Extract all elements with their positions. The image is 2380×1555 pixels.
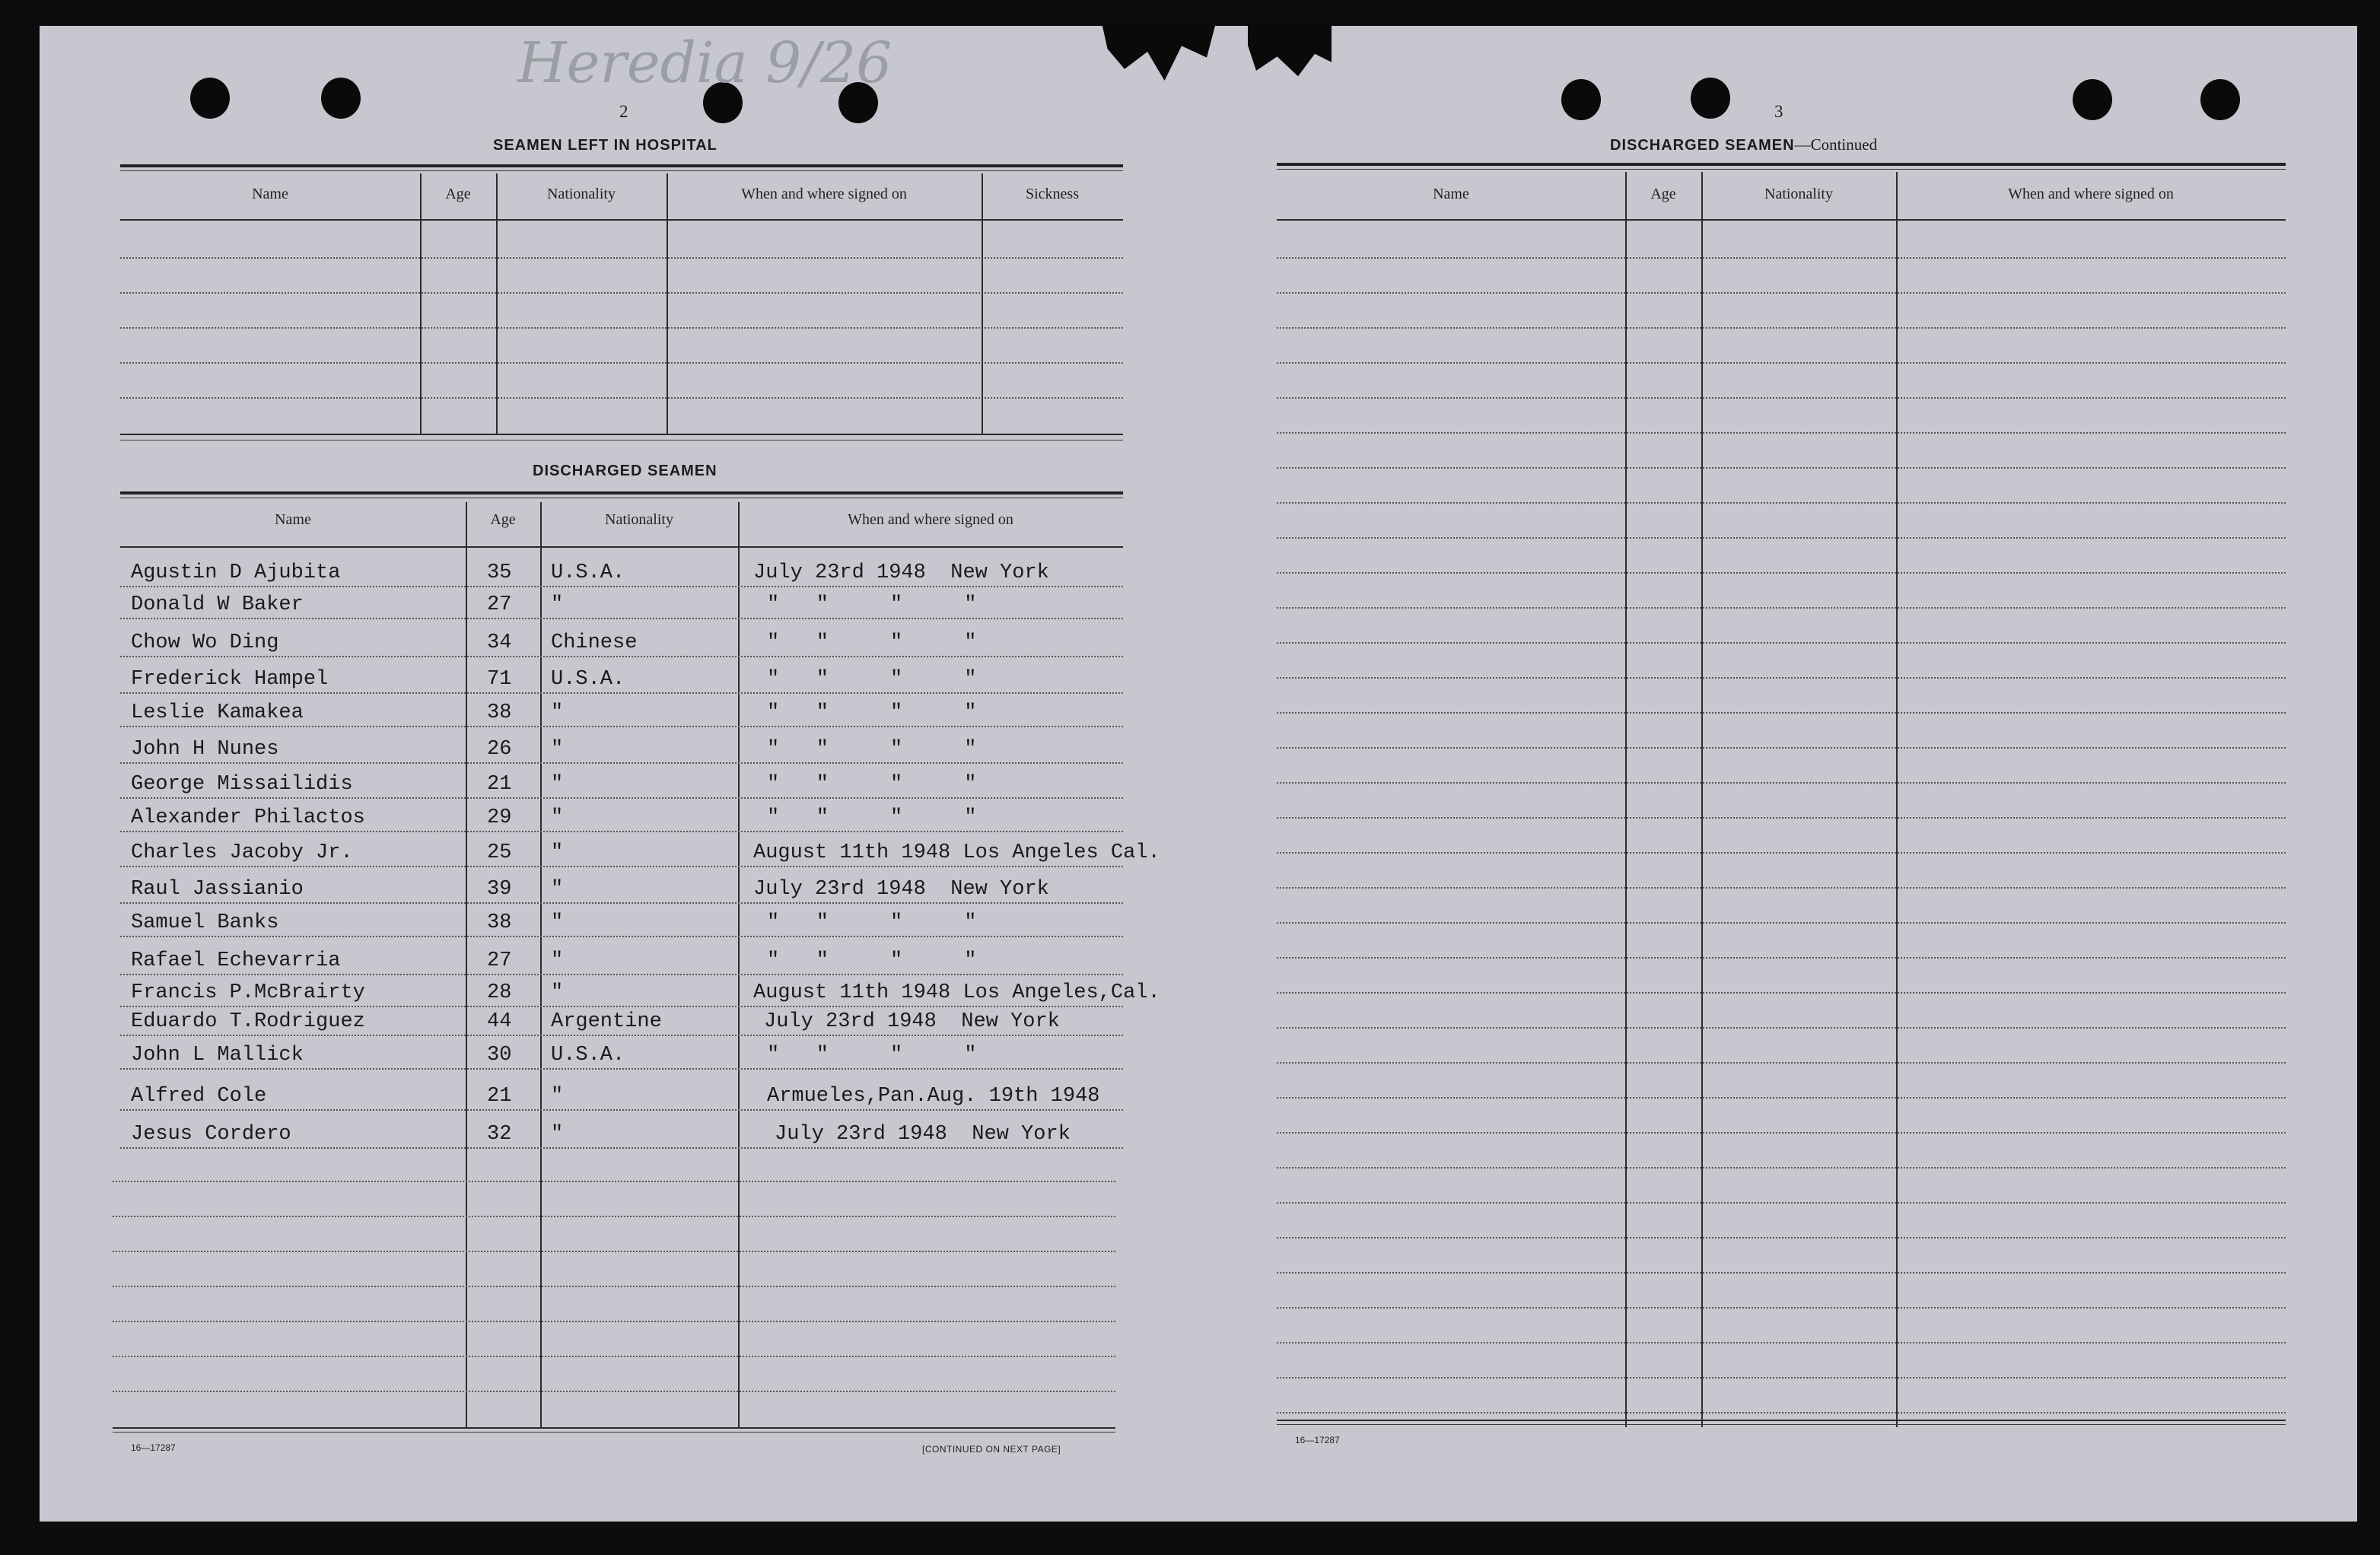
punch-hole [2073,79,2112,120]
seaman-nationality: Argentine [551,1010,662,1033]
table-rule [1277,219,2286,221]
punch-hole [1691,78,1730,119]
seaman-nationality: Chinese [551,631,638,654]
table-row-line [120,797,1123,799]
table-row-line [1277,537,2286,539]
punch-hole [190,78,230,119]
table-row-line [120,726,1123,727]
table-row-line [113,1251,1115,1252]
table-row-line [113,1181,1115,1182]
column-divider [466,502,467,1429]
seaman-nationality: " [551,701,564,724]
hospital-section-title: SEAMEN LEFT IN HOSPITAL [493,137,718,154]
column-divider [1625,172,1627,1427]
table-row-line [1277,642,2286,644]
table-row-line [120,1035,1123,1036]
seaman-name: Donald W Baker [131,593,304,616]
seaman-signed-on: " " " " [767,593,977,616]
punch-hole [1561,79,1601,120]
seaman-age: 21 [487,1085,512,1108]
table-rule [1277,163,2286,166]
seaman-age: 27 [487,949,512,972]
table-row-line [1277,712,2286,714]
handwritten-note: Heredia 9/26 [517,30,892,96]
table-rule [120,434,1123,435]
title-suffix: —Continued [1794,135,1878,154]
column-header: When and where signed on [848,511,1013,528]
seaman-signed-on: " " " " [767,1044,977,1067]
table-row-line [1277,397,2286,399]
table-row-line [1277,432,2286,434]
punch-hole [321,78,361,119]
table-row-line [120,936,1123,937]
seaman-nationality: U.S.A. [551,561,625,584]
column-header: Age [1650,186,1676,202]
table-row-line [120,397,1123,399]
table-row-line [120,762,1123,764]
seaman-signed-on: " " " " [767,911,977,934]
seaman-signed-on: August 11th 1948 Los Angeles,Cal. [753,981,1160,1004]
table-rule [113,1427,1115,1429]
column-header: Name [275,511,311,528]
table-row-line [113,1216,1115,1217]
table-rule [113,1432,1115,1433]
table-row-line [1277,1377,2286,1379]
seaman-age: 26 [487,738,512,761]
table-row-line [1277,1342,2286,1344]
seaman-nationality: " [551,878,564,901]
column-header: Nationality [1764,186,1833,202]
discharged-section-title: DISCHARGED SEAMEN [533,463,718,479]
table-rule [1277,1420,2286,1421]
table-row-line [1277,1307,2286,1309]
column-header: When and where signed on [741,186,907,202]
seaman-name: Chow Wo Ding [131,631,279,654]
table-row-line [1277,1237,2286,1239]
punch-hole [2200,79,2240,120]
seaman-name: Frederick Hampel [131,668,329,691]
table-rule [120,219,1123,221]
seaman-signed-on: July 23rd 1948 New York [775,1123,1071,1146]
table-row-line [120,618,1123,619]
table-row-line [113,1286,1115,1287]
seaman-signed-on: " " " " [767,806,977,829]
table-row-line [120,692,1123,694]
seaman-name: Samuel Banks [131,911,279,934]
table-row-line [1277,677,2286,679]
seaman-nationality: " [551,593,564,616]
seaman-age: 39 [487,878,512,901]
table-row-line [120,831,1123,832]
table-row-line [1277,817,2286,819]
table-row-line [120,362,1123,364]
seaman-signed-on: July 23rd 1948 New York [753,878,1049,901]
table-row-line [120,1068,1123,1070]
table-row-line [1277,327,2286,329]
column-header: Nationality [605,511,673,528]
table-row-line [1277,1027,2286,1029]
table-row-line [1277,1167,2286,1169]
table-row-line [1277,957,2286,959]
column-divider [738,502,740,1429]
table-row-line [1277,852,2286,854]
seaman-name: Alexander Philactos [131,806,365,829]
seaman-age: 29 [487,806,512,829]
seaman-nationality: U.S.A. [551,668,625,691]
table-row-line [120,1109,1123,1111]
seaman-age: 38 [487,701,512,724]
seaman-age: 38 [487,911,512,934]
seaman-nationality: " [551,806,564,829]
table-row-line [120,586,1123,587]
table-row-line [120,974,1123,975]
table-row-line [1277,992,2286,994]
table-row-line [1277,362,2286,364]
seaman-nationality: " [551,738,564,761]
table-row-line [120,1006,1123,1007]
page-number: 3 [1774,102,1783,121]
seaman-age: 21 [487,773,512,796]
table-row-line [113,1321,1115,1322]
table-row-line [120,866,1123,867]
column-divider [667,173,668,434]
seaman-age: 25 [487,841,512,864]
column-header: Sickness [1026,186,1079,202]
seaman-name: Alfred Cole [131,1085,267,1108]
seaman-age: 35 [487,561,512,584]
form-number: 16—17287 [131,1442,176,1453]
seaman-name: John H Nunes [131,738,279,761]
seaman-name: Rafael Echevarria [131,949,341,972]
table-row-line [1277,1272,2286,1274]
column-header: Name [1433,186,1469,202]
table-row-line [120,327,1123,329]
column-header: Name [252,186,288,202]
seaman-name: Francis P.McBrairty [131,981,365,1004]
seaman-nationality: " [551,949,564,972]
table-rule [120,170,1123,171]
seaman-nationality: U.S.A. [551,1044,625,1067]
table-row-line [1277,1202,2286,1204]
seaman-signed-on: " " " " [767,668,977,691]
seaman-name: Jesus Cordero [131,1123,291,1146]
seaman-age: 28 [487,981,512,1004]
seaman-signed-on: Armueles,Pan.Aug. 19th 1948 [767,1085,1100,1108]
table-row-line [1277,257,2286,259]
column-divider [540,502,542,1429]
column-divider [1701,172,1703,1427]
table-row-line [1277,1132,2286,1134]
seaman-nationality: " [551,1123,564,1146]
form-number: 16—17287 [1295,1435,1340,1445]
seaman-nationality: " [551,981,564,1004]
seaman-age: 34 [487,631,512,654]
seaman-age: 27 [487,593,512,616]
table-row-line [1277,502,2286,504]
document-sheet [40,26,2357,1522]
column-divider [1896,172,1898,1427]
table-row-line [1277,1412,2286,1413]
seaman-signed-on: July 23rd 1948 New York [764,1010,1060,1033]
table-rule [120,491,1123,494]
seaman-signed-on: " " " " [767,738,977,761]
column-divider [420,173,422,434]
column-divider [496,173,498,434]
table-row-line [1277,572,2286,574]
seaman-signed-on: August 11th 1948 Los Angeles Cal. [753,841,1160,864]
discharged-continued-title [1610,135,1877,154]
table-row-line [1277,467,2286,469]
table-row-line [1277,1062,2286,1064]
table-row-line [120,656,1123,657]
table-rule [120,164,1123,167]
seaman-name: George Missailidis [131,773,353,796]
seaman-name: Charles Jacoby Jr. [131,841,353,864]
table-row-line [1277,782,2286,784]
seaman-nationality: " [551,841,564,864]
seaman-signed-on: " " " " [767,949,977,972]
seaman-signed-on: July 23rd 1948 New York [753,561,1049,584]
table-row-line [113,1391,1115,1392]
table-row-line [1277,607,2286,609]
seaman-name: Raul Jassianio [131,878,304,901]
page-number: 2 [619,102,628,121]
seaman-age: 30 [487,1044,512,1067]
column-header: When and where signed on [2008,186,2174,202]
seaman-age: 44 [487,1010,512,1033]
table-row-line [120,902,1123,904]
table-row-line [113,1356,1115,1357]
table-row-line [120,257,1123,259]
column-header: Nationality [547,186,616,202]
seaman-name: Agustin D Ajubita [131,561,341,584]
table-row-line [120,1147,1123,1149]
table-row-line [1277,747,2286,749]
column-header: Age [445,186,471,202]
table-rule [120,546,1123,548]
title-text: DISCHARGED SEAMEN [1610,137,1795,154]
seaman-name: Eduardo T.Rodriguez [131,1010,365,1033]
seaman-nationality: " [551,773,564,796]
table-rule [1277,169,2286,170]
seaman-age: 32 [487,1123,512,1146]
table-row-line [1277,887,2286,889]
table-rule [1277,1424,2286,1425]
seaman-signed-on: " " " " [767,701,977,724]
seaman-name: Leslie Kamakea [131,701,304,724]
seaman-name: John L Mallick [131,1044,304,1067]
seaman-nationality: " [551,911,564,934]
column-header: Age [490,511,516,528]
seaman-nationality: " [551,1085,564,1108]
table-row-line [1277,922,2286,924]
seaman-signed-on: " " " " [767,631,977,654]
table-row-line [120,292,1123,294]
table-row-line [1277,292,2286,294]
column-divider [982,173,983,434]
table-row-line [1277,1097,2286,1099]
seaman-age: 71 [487,668,512,691]
seaman-signed-on: " " " " [767,773,977,796]
continued-note: [CONTINUED ON NEXT PAGE] [922,1444,1061,1455]
